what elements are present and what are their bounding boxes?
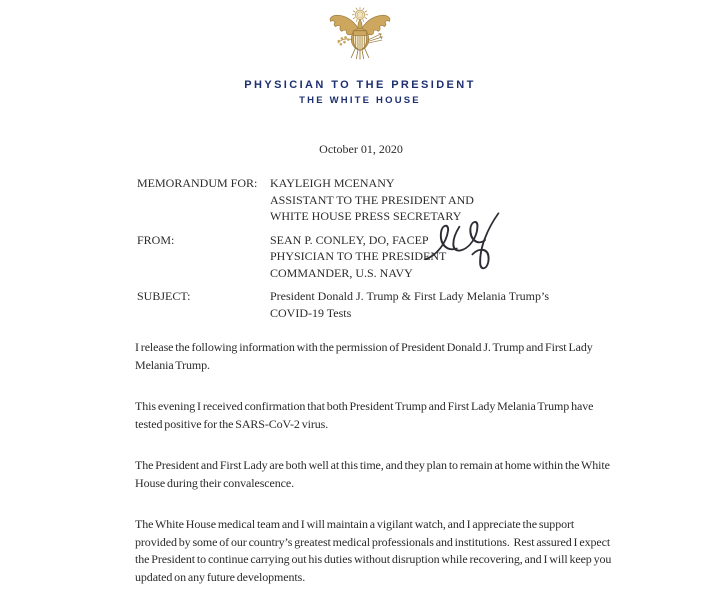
memo-value-line: PHYSICIAN TO THE PRESIDENT bbox=[270, 249, 447, 263]
memo-fields bbox=[137, 175, 617, 328]
letterhead-org-line2: THE WHITE HOUSE bbox=[299, 95, 421, 106]
body-paragraph: This evening I received confirmation that both President Trump and First Lady Melania Trump have tested positive for the SARS-CoV-2 virus. bbox=[135, 399, 594, 431]
presidential-seal-icon bbox=[326, 7, 394, 69]
body-paragraph: I release the following information with the permission of President Donald J. Trump and First Lady Melania Trump. bbox=[135, 340, 593, 372]
letterhead-org-line1: PHYSICIAN TO THE PRESIDENT bbox=[244, 79, 476, 91]
memo-label: MEMORANDUM FOR: bbox=[137, 176, 258, 190]
memo-body bbox=[135, 339, 615, 610]
memo-label: SUBJECT: bbox=[137, 289, 191, 303]
memo-value-line: ASSISTANT TO THE PRESIDENT AND bbox=[270, 192, 474, 207]
memo-row-memorandum-for bbox=[137, 175, 617, 225]
date-line: October 01, 2020 bbox=[319, 142, 403, 156]
memo-value-line: COMMANDER, U.S. NAVY bbox=[270, 265, 413, 280]
letterhead bbox=[0, 7, 720, 106]
memo-value-line: WHITE HOUSE PRESS SECRETARY bbox=[270, 209, 462, 223]
memo-value-line: KAYLEIGH MCENANY bbox=[270, 176, 395, 190]
memo-value-line: SEAN P. CONLEY, DO, FACEP bbox=[270, 232, 429, 247]
memo-value-line: President Donald J. Trump & First Lady Melania Trump’s bbox=[270, 289, 550, 303]
body-paragraph: The President and First Lady are both well at this time, and they plan to remain at home within the White House during their convalescence. bbox=[135, 458, 610, 490]
body-paragraph: The White House medical team and I will maintain a vigilant watch, and I appreciate the support provided by some of our country’s greatest medical professionals and institutions. Rest assured I expect the President to continue carrying out his duties without disruption while recovering, and I will keep you updated on any future developments. bbox=[135, 517, 612, 584]
memo-label: FROM: bbox=[137, 232, 175, 247]
memo-value bbox=[270, 288, 617, 321]
signature-icon bbox=[420, 204, 516, 280]
memo-row-subject bbox=[137, 288, 617, 321]
memo-row-from bbox=[137, 232, 617, 282]
memo-value-line: COVID-19 Tests bbox=[270, 305, 352, 320]
